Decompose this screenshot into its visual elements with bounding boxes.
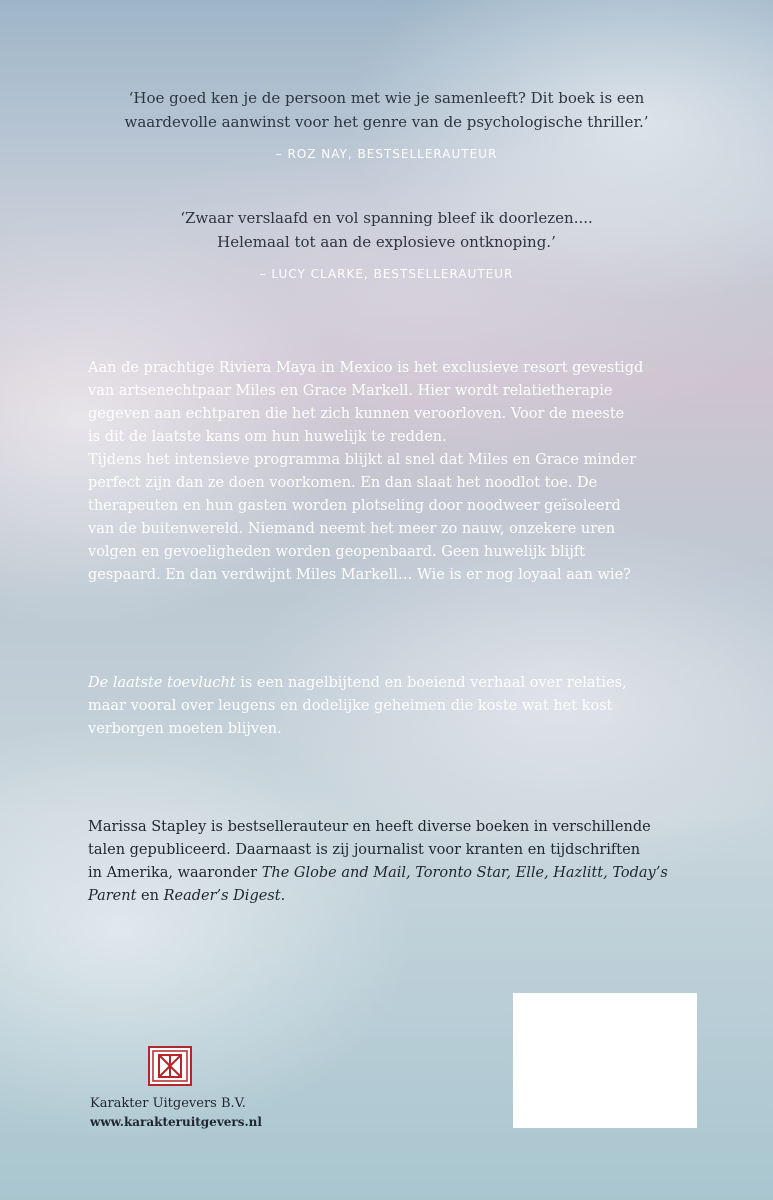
quote-2-line-2: Helemaal tot aan de explosieve ontknoping.’: [217, 233, 556, 251]
blurb-line: van de buitenwereld. Niemand neemt het meer zo nauw, onzekere uren: [88, 521, 616, 537]
blurb-line: Aan de prachtige Riviera Maya in Mexico is het exclusieve resort gevestigd: [88, 360, 644, 376]
quote-1-attribution: – ROZ NAY, BESTSELLERAUTEUR: [275, 147, 498, 161]
blurb-line: therapeuten en hun gasten worden plotseling door noodweer geïsoleerd: [88, 498, 621, 514]
blurb-line: volgen en gevoeligheden worden geopenbaard. Geen huwelijk blijft: [88, 544, 586, 560]
quote-1-line-2: waardevolle aanwinst voor het genre van de psychologische thriller.’: [124, 113, 649, 131]
review-quote-1: [0, 86, 773, 166]
review-quote-2: [0, 206, 773, 286]
blurb-line: is dit de laatste kans om hun huwelijk te redden.: [88, 429, 447, 445]
publication-name: Parent: [88, 888, 137, 904]
book-blurb: [88, 357, 688, 587]
blurb-closing-line: verborgen moeten blijven.: [88, 721, 282, 737]
publication-names: The Globe and Mail, Toronto Star, Elle, Hazlitt, Today’s: [261, 865, 668, 881]
quote-1-line-1: ‘Hoe goed ken je de persoon met wie je samenleeft? Dit boek is een: [128, 89, 645, 107]
quote-2-line-1: ‘Zwaar verslaafd en vol spanning bleef ik doorlezen....: [180, 209, 593, 227]
blurb-closing-line: maar vooral over leugens en dodelijke geheimen die koste wat het kost: [88, 698, 613, 714]
author-bio-line-4: [88, 885, 708, 908]
author-bio-text: in Amerika, waaronder: [88, 865, 262, 881]
quote-2-attribution: – LUCY CLARKE, BESTSELLERAUTEUR: [259, 267, 514, 281]
blurb-closing: [88, 672, 688, 741]
blurb-line: gegeven aan echtparen die het zich kunnen veroorloven. Voor de meeste: [88, 406, 625, 422]
author-bio-line-3: [88, 862, 708, 885]
publisher-url[interactable]: www.karakteruitgevers.nl: [90, 1115, 262, 1129]
blurb-line: Tijdens het intensieve programma blijkt al snel dat Miles en Grace minder: [88, 452, 637, 468]
barcode-area: [513, 993, 697, 1128]
blurb-line: gespaard. En dan verdwijnt Miles Markell… Wie is er nog loyaal aan wie?: [88, 567, 631, 583]
blurb-closing-text: is een nagelbijtend en boeiend verhaal over relaties,: [235, 675, 627, 691]
author-bio-text: en: [136, 888, 164, 904]
blurb-line: van artsenechtpaar Miles en Grace Markell. Hier wordt relatietherapie: [88, 383, 613, 399]
publisher-logo-icon: [148, 1046, 192, 1086]
author-bio: [88, 816, 708, 908]
author-bio-line-2: talen gepubliceerd. Daarnaast is zij journalist voor kranten en tijdschriften: [88, 842, 641, 858]
blurb-closing-line-1: [88, 672, 688, 695]
publisher-info: [90, 1095, 262, 1131]
blurb-line: perfect zijn dan ze doen voorkomen. En dan slaat het noodlot toe. De: [88, 475, 598, 491]
publisher-name: Karakter Uitgevers B.V.: [90, 1096, 246, 1111]
author-bio-line-1: Marissa Stapley is bestsellerauteur en heeft diverse boeken in verschillende: [88, 819, 651, 835]
publication-name: Reader’s Digest.: [163, 888, 286, 904]
book-title: De laatste toevlucht: [88, 675, 236, 691]
